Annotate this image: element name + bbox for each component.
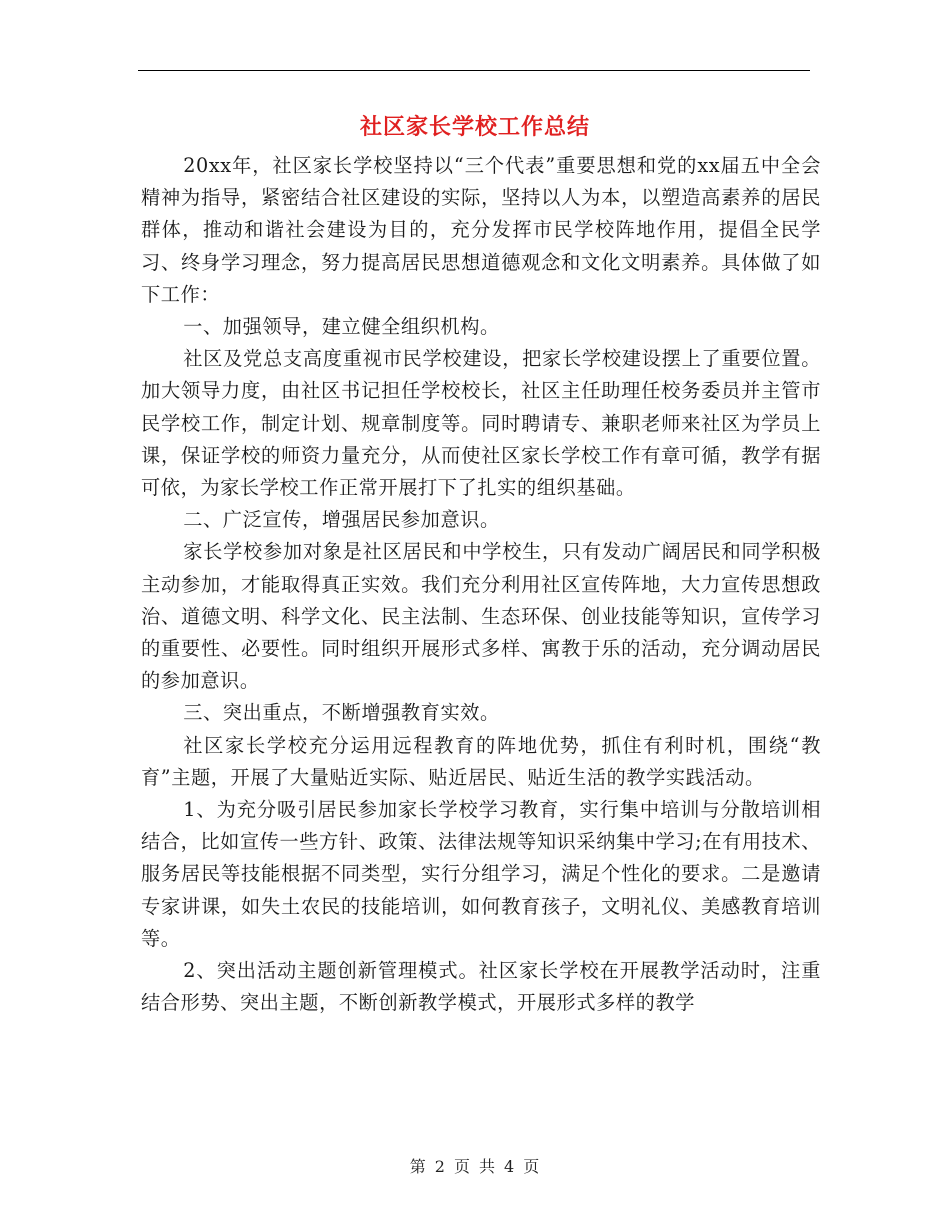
header-rule: [138, 70, 810, 71]
page-footer: [0, 1154, 950, 1177]
footer-suffix: 页: [523, 1157, 541, 1176]
document-body: [141, 150, 821, 1019]
paragraph-item-2: 2、突出活动主题创新管理模式。社区家长学校在开展教学活动时，注重结合形势、突出主题，不断创新教学模式，开展形式多样的教学: [141, 959, 821, 1015]
footer-total-pages: 4: [504, 1157, 516, 1176]
section-heading-3: 三、突出重点，不断增强教育实效。: [183, 701, 500, 725]
paragraph-section-1: 社区及党总支高度重视市民学校建设，把家长学校建设摆上了重要位置。加大领导力度，由社区书记担任学校校长，社区主任助理任校务委员并主管市民学校工作，制定计划、规章制度等。同时聘请专、兼职老师来社区为学员上课，保证学校的师资力量充分，从而使社区家长学校工作有章可循，教学有据可依，为家长学校工作正常开展打下了扎实的组织基础。: [141, 347, 821, 500]
paragraph-item-1: 1、为充分吸引居民参加家长学校学习教育，实行集中培训与分散培训相结合，比如宣传一些方针、政策、法律法规等知识采纳集中学习;在有用技术、服务居民等技能根据不同类型，实行分组学习，满足个性化的要求。二是邀请专家讲课，如失土农民的技能培训，如何教育孩子，文明礼仪、美感教育培训等。: [141, 798, 821, 950]
footer-prefix: 第: [409, 1157, 427, 1176]
paragraph-section-2: 家长学校参加对象是社区居民和中学校生，只有发动广阔居民和同学积极主动参加，才能取得真正实效。我们充分利用社区宣传阵地，大力宣传思想政治、道德文明、科学文化、民主法制、生态环保、创业技能等知识，宣传学习的重要性、必要性。同时组织开展形式多样、寓教于乐的活动，充分调动居民的参加意识。: [141, 540, 821, 693]
document-title: 社区家长学校工作总结: [359, 114, 590, 140]
footer-current-page: 2: [434, 1157, 446, 1176]
footer-page-word: 页: [453, 1157, 471, 1176]
paragraph-intro: 20xx年，社区家长学校坚持以“三个代表”重要思想和党的xx届五中全会精神为指导，紧密结合社区建设的实际，坚持以人为本，以塑造高素养的居民群体，推动和谐社会建设为目的，充分发挥市民学校阵地作用，提倡全民学习、终身学习理念，努力提高居民思想道德观念和文化文明素养。具体做了如下工作：: [141, 154, 821, 306]
section-heading-1: 一、加强领导，建立健全组织机构。: [183, 315, 500, 339]
paragraph-section-3: 社区家长学校充分运用远程教育的阵地优势，抓住有利时机，围绕“教育”主题，开展了大量贴近实际、贴近居民、贴近生活的教学实践活动。: [141, 733, 821, 789]
footer-total-word: 共: [479, 1157, 497, 1176]
section-heading-2: 二、广泛宣传，增强居民参加意识。: [183, 508, 500, 532]
